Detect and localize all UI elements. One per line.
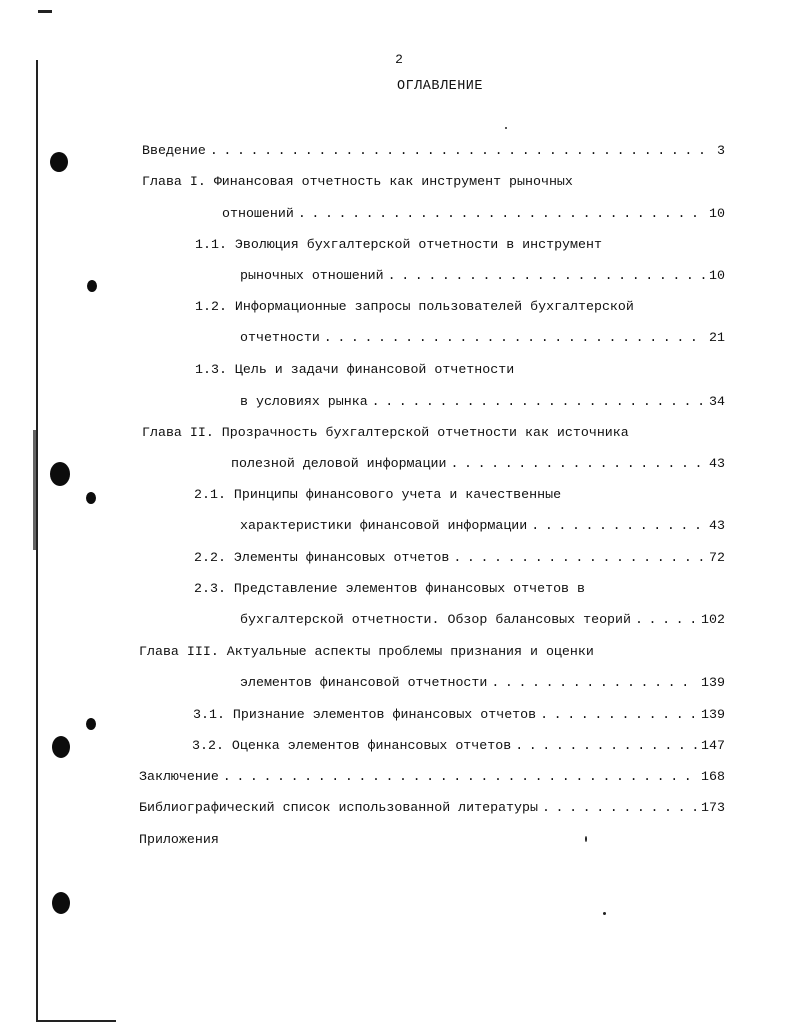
dot-leader — [372, 393, 705, 411]
toc-entry-bibliography — [139, 799, 725, 817]
toc-entry-text: Введение — [142, 143, 206, 158]
toc-section-1-3-line1 — [195, 361, 514, 379]
dot-leader — [491, 674, 697, 692]
toc-section-3-2 — [192, 737, 725, 755]
punch-hole-3 — [52, 736, 70, 758]
toc-entry-conclusion — [139, 768, 725, 786]
toc-entry-text: Заключение — [139, 769, 219, 784]
toc-entry-text: 2.1. Принципы финансового учета и качественные — [194, 487, 562, 502]
toc-section-2-2 — [194, 549, 725, 567]
toc-chapter-1-line2 — [222, 205, 725, 223]
toc-entry-text: 1.3. Цель и задачи финансовой отчетности — [195, 362, 515, 377]
toc-chapter-2-line1 — [142, 424, 629, 442]
punch-hole-2 — [50, 462, 70, 486]
ink-spot-2 — [86, 492, 96, 504]
toc-chapter-3-line2 — [240, 674, 725, 692]
toc-page-number: 147 — [701, 738, 725, 753]
speck — [603, 912, 606, 915]
toc-section-1-3-line2 — [240, 393, 725, 411]
toc-entry-text: отчетности — [240, 330, 320, 345]
speck — [585, 836, 587, 842]
dot-leader — [540, 706, 697, 724]
toc-entry-text: 3.1. Признание элементов финансовых отчетов — [193, 707, 537, 722]
toc-section-2-1-line2 — [240, 517, 725, 535]
toc-chapter-3-line1 — [139, 643, 594, 661]
toc-entry-text: 1.1. Эволюция бухгалтерской отчетности в инструмент — [195, 237, 602, 252]
toc-entry-text: 2.2. Элементы финансовых отчетов — [194, 550, 450, 565]
punch-hole-1 — [50, 152, 68, 172]
speck — [505, 127, 507, 129]
toc-section-3-1 — [193, 706, 725, 724]
scan-edge-bottom — [36, 1020, 116, 1022]
toc-entry-text: бухгалтерской отчетности. Обзор балансовых теорий — [240, 612, 631, 627]
toc-entry-intro — [142, 142, 725, 160]
dot-leader — [324, 329, 705, 347]
dot-leader — [210, 142, 713, 160]
toc-entry-text: 3.2. Оценка элементов финансовых отчетов — [192, 738, 512, 753]
toc-section-2-3-line1 — [194, 580, 585, 598]
dot-leader — [388, 267, 705, 285]
toc-entry-text: рыночных отношений — [240, 268, 384, 283]
dot-leader — [542, 799, 697, 817]
toc-page-number: 43 — [709, 518, 725, 533]
toc-entry-text: Глава I. Финансовая отчетность как инструмент рыночных — [142, 174, 573, 189]
scan-top-mark — [38, 10, 52, 13]
dot-leader — [298, 205, 705, 223]
toc-chapter-2-line2 — [231, 455, 725, 473]
toc-section-1-2-line2 — [240, 329, 725, 347]
toc-entry-text: полезной деловой информации — [231, 456, 447, 471]
toc-entry-text: отношений — [222, 206, 294, 221]
toc-page-number: 10 — [709, 268, 725, 283]
toc-section-1-2-line1 — [195, 298, 634, 316]
page-number: 2 — [395, 52, 403, 67]
toc-section-1-1-line2 — [240, 267, 725, 285]
toc-entry-text: Глава II. Прозрачность бухгалтерской отчетности как источника — [142, 425, 629, 440]
punch-hole-4 — [52, 892, 70, 914]
dot-leader — [531, 517, 705, 535]
toc-entry-text: Приложения — [139, 832, 219, 847]
toc-page-number: 139 — [701, 675, 725, 690]
toc-page-number: 139 — [701, 707, 725, 722]
toc-title: ОГЛАВЛЕНИЕ — [396, 79, 483, 94]
toc-page-number: 10 — [709, 206, 725, 221]
dot-leader — [635, 611, 697, 629]
toc-section-2-1-line1 — [194, 486, 561, 504]
toc-entry-text: в условиях рынка — [240, 394, 368, 409]
toc-entry-text: 2.3. Представление элементов финансовых отчетов в — [194, 581, 585, 596]
scan-edge-line-inner — [33, 430, 38, 550]
toc-page-number: 3 — [717, 143, 725, 158]
toc-chapter-1-line1 — [142, 173, 573, 191]
dot-leader — [453, 549, 705, 567]
toc-page-number: 168 — [701, 769, 725, 784]
toc-section-1-1-line1 — [195, 236, 602, 254]
toc-page-number: 21 — [709, 330, 725, 345]
toc-section-2-3-line2 — [240, 611, 725, 629]
ink-spot-1 — [87, 280, 97, 292]
toc-entry-text: 1.2. Информационные запросы пользователей бухгалтерской — [195, 299, 634, 314]
toc-page-number: 43 — [709, 456, 725, 471]
toc-entry-text: Библиографический список использованной литературы — [139, 800, 538, 815]
toc-page-number: 72 — [709, 550, 725, 565]
toc-entry-text: характеристики финансовой информации — [240, 518, 528, 533]
toc-entry-appendix — [139, 831, 219, 849]
toc-page-number: 102 — [701, 612, 725, 627]
dot-leader — [223, 768, 697, 786]
ink-spot-3 — [86, 718, 96, 730]
toc-entry-text: Глава III. Актуальные аспекты проблемы признания и оценки — [139, 644, 594, 659]
dot-leader — [450, 455, 705, 473]
toc-page-number: 34 — [709, 394, 725, 409]
toc-entry-text: элементов финансовой отчетности — [240, 675, 488, 690]
dot-leader — [515, 737, 697, 755]
toc-page-number: 173 — [701, 800, 725, 815]
